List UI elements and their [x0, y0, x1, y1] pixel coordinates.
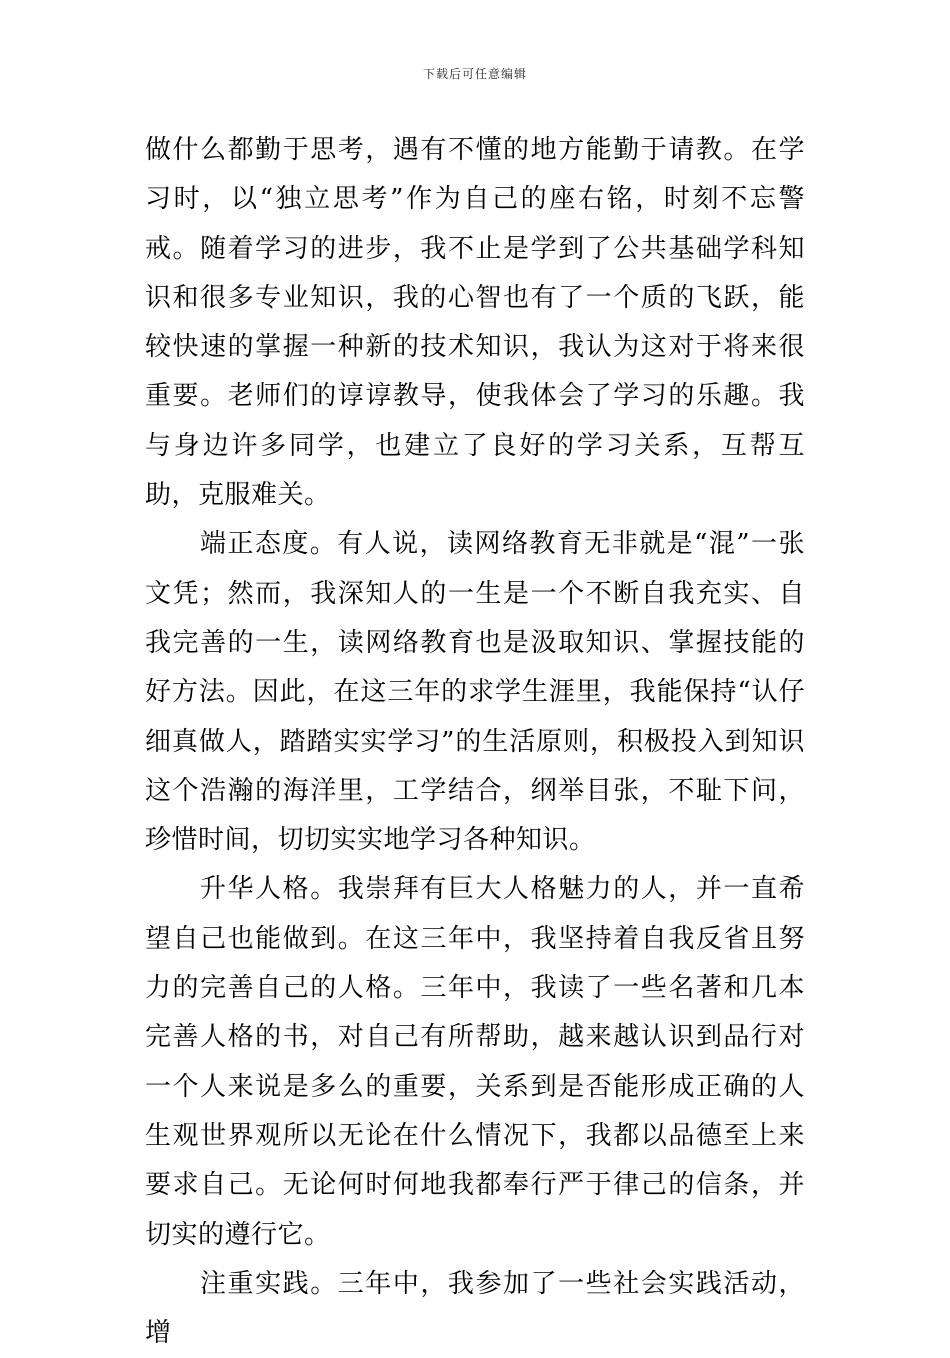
paragraph-attitude: 端正态度。有人说，读网络教育无非就是“混”一张文凭；然而，我深知人的一生是一个不断自我充实、自我完善的一生，读网络教育也是汲取知识、掌握技能的好方法。因此，在这三年的求学生涯里，我能保持“认仔细真做人，踏踏实实学习”的生活原则，积极投入到知识这个浩瀚的海洋里，工学结合，纲举目张，不耻下问，珍惜时间，切切实实地学习各种知识。: [145, 529, 805, 856]
paragraph-practice: 注重实践。三年中，我参加了一些社会实践活动，增: [145, 1268, 805, 1349]
page-header-note: 下载后可任意编辑: [422, 67, 527, 81]
paragraph-personality: 升华人格。我崇拜有巨大人格魅力的人，并一直希望自己也能做到。在这三年中，我坚持着自我反省且努力的完善自己的人格。三年中，我读了一些名著和几本完善人格的书，对自己有所帮助，越来越认识到品行对一个人来说是多么的重要，关系到是否能形成正确的人生观世界观所以无论在什么情况下，我都以品德至上来要求自己。无论何时何地我都奉行严于律己的信条，并切实的遵行它。: [145, 874, 805, 1250]
paragraph-study-habits: 做什么都勤于思考，遇有不懂的地方能勤于请教。在学习时，以“独立思考”作为自己的座右铭，时刻不忘警戒。随着学习的进步，我不止是学到了公共基础学科知识和很多专业知识，我的心智也有了一个质的飞跃，能较快速的掌握一种新的技术知识，我认为这对于将来很重要。老师们的谆谆教导，使我体会了学习的乐趣。我与身边许多同学，也建立了良好的学习关系，互帮互助，克服难关。: [145, 135, 805, 511]
document-body: [145, 126, 805, 1358]
